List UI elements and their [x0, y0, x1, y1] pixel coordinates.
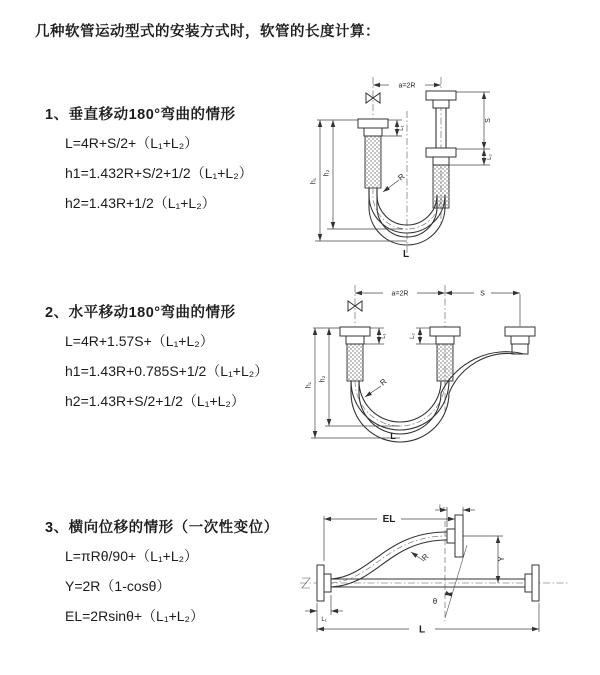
dim-label-h1: h₁ — [310, 177, 318, 185]
diagram-vertical-bend-svg — [303, 73, 593, 268]
section-3-formula-l: L=πRθ/90+（L₁+L₂） — [65, 548, 199, 564]
radius-label: R — [378, 376, 389, 388]
section-1-formula-h2: h2=1.43R+1/2（L₁+L₂） — [65, 195, 216, 211]
section-2-formula-h2: h2=1.43R+S/2+1/2（L₁+L₂） — [65, 393, 245, 409]
dim-s — [456, 92, 492, 149]
centerlines — [373, 77, 441, 259]
left-flange — [317, 565, 331, 601]
radius-label: R — [420, 552, 431, 563]
dim-s — [445, 291, 520, 298]
upper-flange — [447, 515, 463, 557]
section-1 — [45, 103, 253, 218]
radius-callout — [365, 377, 389, 397]
dim-a2r — [373, 83, 441, 90]
section-2 — [45, 301, 268, 416]
dim-label-l1: L₁ — [321, 617, 327, 623]
dim-label-a2r: a=2R — [398, 82, 416, 90]
diagram-horizontal-bend — [303, 281, 598, 461]
dim-h1 — [311, 120, 408, 241]
dim-label-s: S — [480, 290, 485, 298]
left-pipe — [358, 119, 388, 188]
diagram-lateral-displacement — [297, 503, 599, 648]
length-label: L — [402, 249, 410, 260]
dim-label-l2: L₂ — [410, 333, 416, 339]
dim-l — [317, 603, 539, 636]
diagram-vertical-bend — [303, 73, 593, 273]
braided-hose-section — [433, 165, 449, 208]
section-2-formula-h1: h1=1.43R+0.785S+1/2（L₁+L₂） — [65, 363, 269, 379]
left-pipe — [340, 327, 370, 381]
dim-a2r — [355, 291, 445, 298]
angle-label: θ — [432, 597, 438, 606]
section-3-heading: 3、横向位移的情形（一次性变位） — [45, 520, 279, 536]
dim-label-s: S — [485, 118, 492, 123]
section-3 — [45, 516, 279, 631]
length-label: L — [390, 431, 396, 441]
section-3-formula-el: EL=2Rsinθ+（L₁+L₂） — [65, 608, 204, 624]
dim-label-y: Y — [497, 556, 506, 562]
dim-label-l2: L₂ — [487, 154, 493, 160]
dim-label-h1: h₁ — [305, 381, 313, 389]
braided-hose-section — [365, 136, 381, 188]
braided-hose-section — [347, 344, 363, 381]
dim-label-h2: h₂ — [323, 169, 331, 177]
braided-hose-section — [437, 344, 453, 381]
radius-label: R — [396, 171, 407, 183]
section-2-formula-l: L=4R+1.57S+（L₁+L₂） — [65, 333, 214, 349]
section-1-heading: 1、垂直移动180°弯曲的情形 — [45, 107, 236, 123]
section-1-formula-l: L=4R+S/2+（L₁+L₂） — [65, 135, 199, 151]
page-title: 几种软管运动型式的安装方式时，软管的长度计算： — [35, 24, 380, 40]
length-label: L — [418, 624, 426, 636]
dim-label-h2: h₂ — [319, 375, 327, 383]
section-1-formula-h1: h1=1.432R+S/2+1/2（L₁+L₂） — [65, 165, 253, 181]
dim-label-el: EL — [382, 514, 396, 525]
dim-label-a2r: a=2R — [391, 290, 409, 298]
dim-label-l1: L₁ — [381, 333, 387, 339]
dim-label-l1: L₁ — [399, 125, 405, 131]
diagram-horizontal-bend-svg — [303, 281, 598, 456]
dim-y — [463, 536, 506, 583]
dim-label-l2: L₂ — [439, 505, 445, 511]
radius-callout — [383, 172, 407, 192]
diagram-lateral-displacement-svg — [297, 503, 599, 643]
dim-h2 — [317, 120, 403, 229]
section-3-formula-y: Y=2R（1-cosθ） — [65, 578, 171, 594]
radius-callout — [411, 552, 431, 563]
right-pipe — [505, 327, 535, 354]
section-2-heading: 2、水平移动180°弯曲的情形 — [45, 305, 236, 321]
